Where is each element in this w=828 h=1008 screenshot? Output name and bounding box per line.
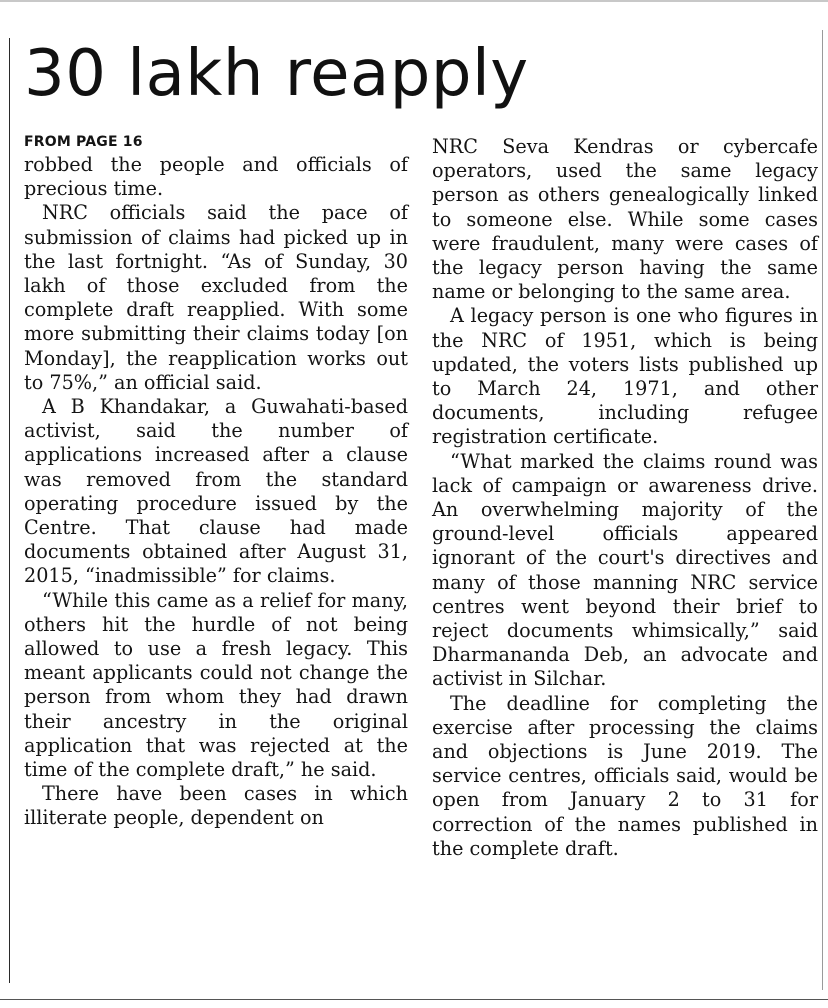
paragraph: “What marked the claims round was lack of campaign or awareness drive. An overwhelming majority of the ground-level officials appeared ignorant of the court's directives and many of those manning NRC service centres went beyond their brief to reject documents whimsically,” said Dharmananda Deb, an advocate and activist in Silchar.	[432, 449, 818, 691]
paragraph: robbed the people and officials of precious time.	[24, 153, 408, 201]
paragraph: “While this came as a relief for many, others hit the hurdle of not being allowed to use a fresh legacy. This meant applicants could not change the person from whom they had drawn their ancestry in the original application that was rejected at the time of the complete draft,” he said.	[24, 588, 408, 782]
jump-line: FROM PAGE 16	[24, 134, 143, 150]
paragraph: A B Khandakar, a Guwahati-based activist, said the number of applications increased after a clause was removed from the standard operating procedure issued by the Centre. That clause had made documents obtained after August 31, 2015, “inadmissible” for claims.	[24, 395, 408, 588]
paragraph: There have been cases in which illiterate people, dependent on	[24, 782, 408, 830]
paragraph: The deadline for completing the exercise after processing the claims and objections is June 2019. The service centres, officials said, would be open from January 2 to 31 for correction of the names published in the complete draft.	[432, 691, 818, 860]
right-edge-rule	[822, 30, 823, 990]
bottom-rule	[0, 999, 828, 1000]
paragraph: NRC Seva Kendras or cybercafe operators, used the same legacy person as others genealogically linked to someone else. While some cases were fraudulent, many were cases of the legacy person having the same name or belonging to the same area.	[432, 135, 818, 304]
article-column-right	[432, 135, 818, 861]
paragraph: NRC officials said the pace of submission of claims had picked up in the last fortnight. “As of Sunday, 30 lakh of those excluded from the complete draft reapplied. With some more submitting their claims today [on Monday], the reapplication works out to 75%,” an official said.	[24, 201, 408, 394]
headline: 30 lakh reapply	[24, 37, 529, 111]
top-rule	[0, 0, 828, 2]
paragraph: A legacy person is one who figures in the NRC of 1951, which is being updated, the voters lists published up to March 24, 1971, and other documents, including refugee registration certificate.	[432, 304, 818, 449]
left-column-rule	[9, 38, 10, 983]
article-column-left	[24, 132, 408, 831]
